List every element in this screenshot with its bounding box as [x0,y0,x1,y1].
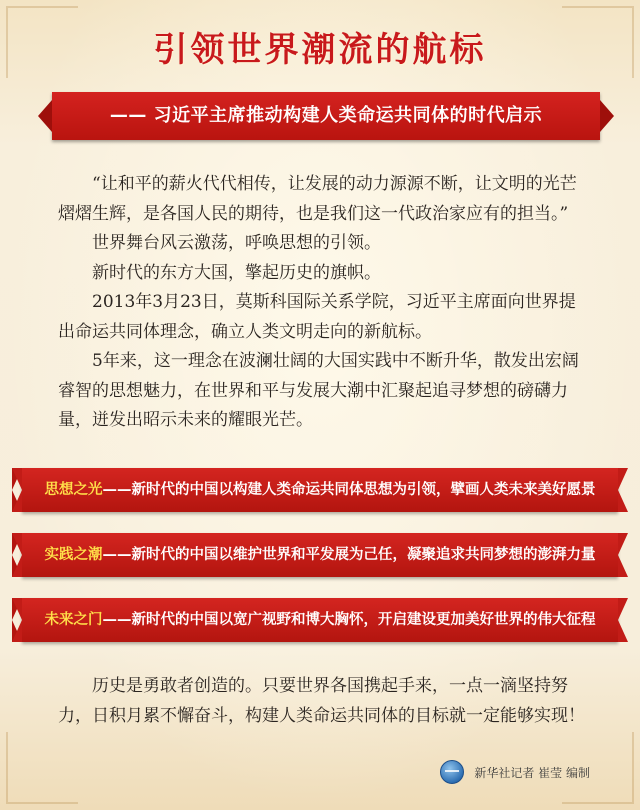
closing-body [58,672,588,731]
xinhua-globe-icon [440,760,464,784]
body-paragraph: 世界舞台风云激荡，呼唤思想的引领。 [92,233,381,253]
ribbon-notch [618,598,628,642]
credit-text: 新华社记者 崔莹 编制 [474,765,590,780]
frame-corner-decoration [6,732,78,804]
section-highlight: 思想之光 [44,482,103,498]
section-text: ——新时代的中国以维护世界和平发展为己任，凝聚追求共同梦想的澎湃力量 [102,547,596,563]
section-ribbon-thought [22,468,618,512]
body-paragraph: “让和平的薪火代代相传，让发展的动力源源不断，让文明的光芒熠熠生辉，是各国人民的期待，也是我们这一代政治家应有的担当。” [58,174,577,224]
section-ribbon-future [22,598,618,642]
ribbon-notch [12,598,22,642]
section-highlight: 实践之潮 [44,547,103,563]
ribbon-notch [12,468,22,512]
section-highlight: 未来之门 [44,612,103,628]
ribbon-notch [618,468,628,512]
section-heading [22,533,618,577]
section-ribbon-practice [22,533,618,577]
page-subtitle: —— 习近平主席推动构建人类命运共同体的时代启示 [109,105,543,126]
ribbon-notch [618,533,628,577]
body-paragraph: 5年来，这一理念在波澜壮阔的大国实践中不断升华，散发出宏阔睿智的思想魅力，在世界和平与发展大潮中汇聚起追寻梦想的磅礴力量，迸发出昭示未来的耀眼光芒。 [58,351,579,430]
section-heading [22,468,618,512]
ribbon-notch [12,533,22,577]
credit-line [440,760,590,784]
body-paragraph: 新时代的东方大国，擎起历史的旗帜。 [92,262,381,283]
section-text: ——新时代的中国以宽广视野和博大胸怀，开启建设更加美好世界的伟大征程 [102,612,596,628]
intro-body [58,170,588,436]
page-title: 引领世界潮流的航标 [153,30,487,70]
subtitle-banner [52,92,600,140]
closing-paragraph: 历史是勇敢者创造的。只要世界各国携起手来，一点一滴坚持努力，日积月累不懈奋斗，构建人类命运共同体的目标就一定能够实现！ [58,676,585,726]
section-heading [22,598,618,642]
body-paragraph: 2013年3月23日，莫斯科国际关系学院，习近平主席面向世界提出命运共同体理念，确立人类文明走向的新航标。 [58,292,576,342]
section-text: ——新时代的中国以构建人类命运共同体思想为引领，擘画人类未来美好愿景 [102,482,596,498]
